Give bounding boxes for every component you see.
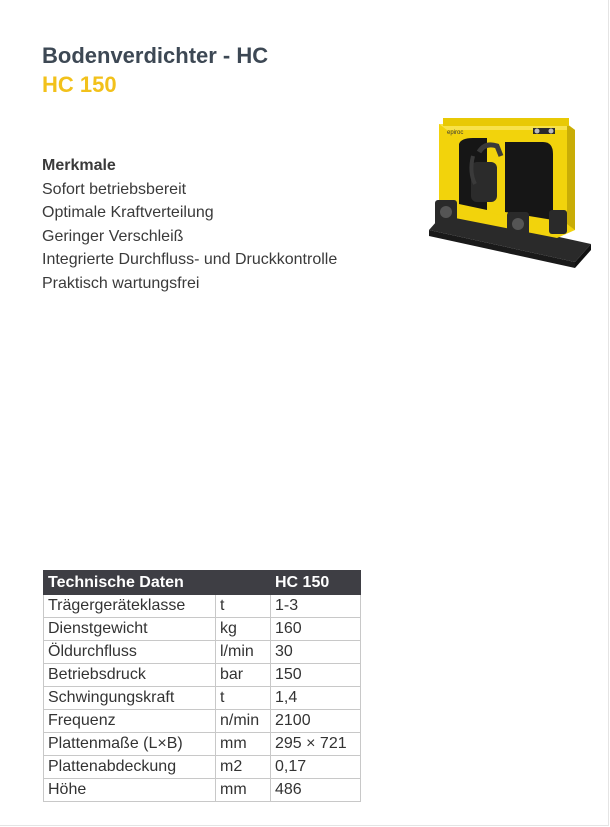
model-title: HC 150 [42, 72, 117, 97]
feature-item: Integrierte Durchfluss- und Druckkontrolle [42, 251, 338, 268]
specs-header-row [44, 571, 361, 595]
plate-compactor-image [425, 112, 595, 272]
table-row [44, 664, 361, 687]
table-row [44, 710, 361, 733]
table-row [44, 641, 361, 664]
feature-item: Optimale Kraftverteilung [42, 204, 214, 221]
spec-label: Plattenabdeckung [44, 756, 216, 779]
spec-label: Betriebsdruck [44, 664, 216, 687]
specs-table [43, 570, 361, 802]
features-list [42, 154, 337, 295]
table-row [44, 779, 361, 802]
spec-value: 150 [271, 664, 361, 687]
spec-value: 30 [271, 641, 361, 664]
feature-item: Praktisch wartungsfrei [42, 274, 200, 292]
table-row [44, 733, 361, 756]
feature-item: Geringer Verschleiß [42, 227, 184, 245]
features-heading: Merkmale [42, 157, 116, 174]
spec-value: 1-3 [271, 595, 361, 618]
spec-unit: mm [216, 779, 271, 802]
spec-label: Höhe [44, 779, 216, 802]
spec-unit: mm [216, 733, 271, 756]
spec-unit: l/min [216, 641, 271, 664]
spec-label: Frequenz [44, 710, 216, 733]
spec-value: 160 [271, 618, 361, 641]
spec-unit: n/min [216, 710, 271, 733]
spec-label: Plattenmaße (L×B) [44, 733, 216, 756]
spec-unit: bar [216, 664, 271, 687]
spec-unit: t [216, 687, 271, 710]
spec-label: Schwingungskraft [44, 687, 216, 710]
table-row [44, 756, 361, 779]
specs-header-value: HC 150 [271, 571, 361, 595]
spec-unit: t [216, 595, 271, 618]
spec-unit: kg [216, 618, 271, 641]
brand-logo: epiroc [447, 130, 464, 136]
table-row [44, 618, 361, 641]
spec-label: Dienstgewicht [44, 618, 216, 641]
spec-value: 295 × 721 [271, 733, 361, 756]
feature-item: Sofort betriebsbereit [42, 180, 187, 198]
table-row [44, 595, 361, 618]
spec-value: 2100 [271, 710, 361, 733]
spec-value: 486 [271, 779, 361, 802]
specs-header-unit [216, 571, 271, 595]
specs-header-label: Technische Daten [44, 571, 216, 595]
table-row [44, 687, 361, 710]
spec-unit: m2 [216, 756, 271, 779]
spec-label: Trägergeräteklasse [44, 595, 216, 618]
spec-value: 1,4 [271, 687, 361, 710]
spec-value: 0,17 [271, 756, 361, 779]
page-title: Bodenverdichter - HC [42, 43, 269, 68]
spec-label: Öldurchfluss [44, 641, 216, 664]
